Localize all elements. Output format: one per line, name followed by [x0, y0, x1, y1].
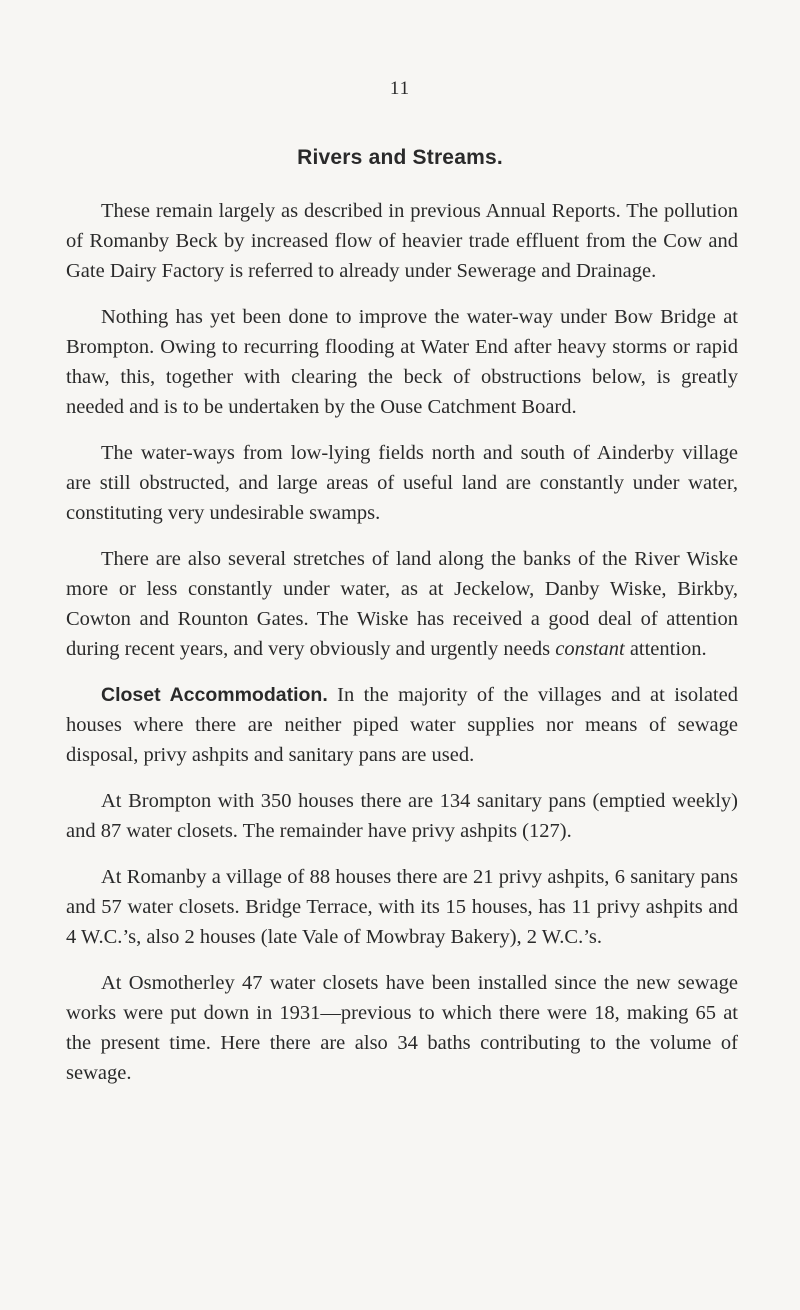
- section-heading: Rivers and Streams.: [297, 146, 503, 169]
- emphasis-constant: constant: [555, 638, 625, 660]
- paragraph-reports: These remain largely as described in previous Annual Reports. The pollution of Romanby Beck by increased flow of heavier trade effluent from the Cow and Gate Dairy Factory is referred to already under Sewerage and Drainage.: [66, 200, 738, 282]
- paragraph-brompton: At Brompton with 350 houses there are 134 sanitary pans (emptied weekly) and 87 water closets. The remainder have privy ashpits (127).: [66, 790, 738, 842]
- closet-heading: Closet Accommodation.: [101, 684, 328, 706]
- paragraph-river-wiske: [66, 544, 738, 664]
- wiske-text-before: There are also several stretches of land along the banks of the River Wiske more or less constantly under water, as at Jeckelow, Danby Wiske, Birkby, Cowton and Rounton Gates. The Wiske has received a good deal of attention during recent years, and very obviously and urgently needs: [66, 548, 738, 660]
- body-text: [66, 196, 738, 1104]
- paragraph-ainderby: The water-ways from low-lying fields north and south of Ainderby village are still obstructed, and large areas of useful land are constantly under water, constituting very undesirable swamps.: [66, 442, 738, 524]
- paragraph-bow-bridge: Nothing has yet been done to improve the water-way under Bow Bridge at Brompton. Owing to recurring flooding at Water End after heavy storms or rapid thaw, this, together with clearing the beck of obstructions below, is greatly needed and is to be undertaken by the Ouse Catchment Board.: [66, 306, 738, 418]
- paragraph-closet-accommodation: [66, 680, 738, 770]
- wiske-text-after: attention.: [624, 638, 707, 660]
- page-number: 11: [389, 78, 411, 99]
- paragraph-romanby: At Romanby a village of 88 houses there are 21 privy ashpits, 6 sanitary pans and 57 water closets. Bridge Terrace, with its 15 houses, has 11 privy ashpits and 4 W.C.’s, also 2 houses (late Vale of Mowbray Bakery), 2 W.C.’s.: [66, 866, 738, 948]
- paragraph-osmotherley: At Osmotherley 47 water closets have been installed since the new sewage works were put down in 1931—previous to which there were 18, making 65 at the present time. Here there are also 34 baths contributing to the volume of sewage.: [66, 972, 738, 1084]
- closet-intro-text: In the majority of the villages and at isolated houses where there are neither piped water supplies nor means of sewage disposal, privy ashpits and sanitary pans are used.: [66, 684, 738, 766]
